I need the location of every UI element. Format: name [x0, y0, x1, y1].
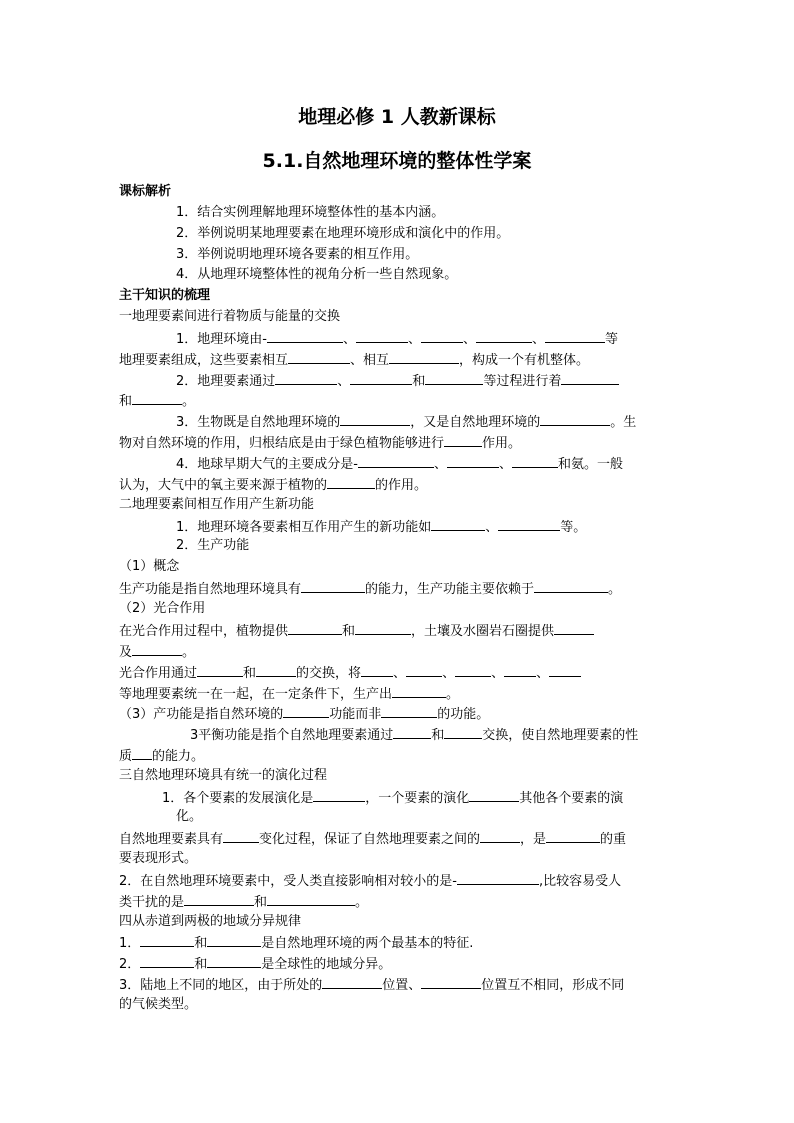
blank[interactable]	[356, 329, 408, 343]
s4-line-2: 2． 和 是全球性的地域分异。	[119, 954, 391, 974]
blank[interactable]	[540, 412, 610, 426]
kebiao-item-2: 2．举例说明某地理要素在地理环境形成和演化中的作用。	[176, 226, 510, 241]
document-subtitle: 5.1.自然地理环境的整体性学案	[262, 150, 532, 172]
blank[interactable]	[534, 579, 608, 593]
blank[interactable]	[421, 975, 481, 989]
blank[interactable]	[322, 975, 382, 989]
kebiao-item-3: 3．举例说明地理环境各要素的相互作用。	[176, 247, 419, 262]
document-title: 地理必修 1 人教新课标	[298, 106, 496, 128]
s1-line-4a: 4．地球早期大气的主要成分是- 、 、 和氨。一般	[176, 454, 623, 474]
blank[interactable]	[469, 788, 519, 802]
s2-photosynthesis-heading: （2）光合作用	[119, 601, 206, 616]
s1-line-3b: 物对自然环境的作用，归根结底是由于绿色植物能够进行 作用。	[119, 433, 521, 453]
blank[interactable]	[132, 391, 182, 405]
blank[interactable]	[561, 371, 619, 385]
s2-concept-heading: （1）概念	[119, 559, 180, 574]
section-heading-zhugan: 主干知识的梳理	[119, 288, 211, 303]
blank[interactable]	[350, 371, 412, 385]
blank[interactable]	[554, 621, 594, 635]
s4-line-1: 1． 和 是自然地理环境的两个最基本的特征.	[119, 933, 473, 953]
blank[interactable]	[393, 725, 431, 739]
s2-line-2: 2．生产功能	[176, 538, 250, 553]
s2-photo-line-b: 及 。	[119, 642, 195, 662]
blank[interactable]	[267, 892, 355, 906]
blank[interactable]	[275, 371, 337, 385]
s2-line-3a: 3平衡功能是指个自然地理要素通过 和 交换，使自然地理要素的性	[190, 725, 638, 745]
blank[interactable]	[207, 933, 261, 947]
s3-line-1b: 化。	[176, 809, 203, 824]
blank[interactable]	[358, 454, 434, 468]
blank[interactable]	[421, 329, 463, 343]
blank[interactable]	[406, 663, 442, 677]
blank[interactable]	[504, 663, 536, 677]
blank[interactable]	[288, 621, 342, 635]
blank[interactable]	[444, 433, 482, 447]
s1-line-2a: 2．地理要素通过 、 和 等过程进行着	[176, 371, 619, 391]
blank[interactable]	[132, 746, 152, 760]
blank[interactable]	[340, 412, 410, 426]
blank[interactable]	[197, 663, 243, 677]
blank[interactable]	[355, 621, 411, 635]
s2-photo-line-c: 光合作用通过 和 的交换，将 、 、 、 、	[119, 663, 581, 683]
s1-line-3a: 3．生物既是自然地理环境的 ，又是自然地理环境的 。生	[176, 412, 636, 432]
blank[interactable]	[476, 329, 532, 343]
s3-line-1a: 1．各个要素的发展演化是 ，一个要素的演化 其他各个要素的演	[162, 788, 623, 808]
section-title-3: 三自然地理环境具有统一的演化过程	[119, 768, 328, 783]
blank[interactable]	[361, 663, 393, 677]
section-title-1: 一地理要素间进行着物质与能量的交换	[119, 309, 341, 324]
blank[interactable]	[267, 329, 343, 343]
s2-photo-line-d: 等地理要素统一在一起，在一定条件下，生产出 。	[119, 684, 459, 704]
blank[interactable]	[132, 642, 182, 656]
blank[interactable]	[480, 829, 520, 843]
s1-line-1a: 1．地理环境由- 、 、 、 、 等	[176, 329, 618, 349]
blank[interactable]	[140, 933, 194, 947]
s1-line-4b: 认为，大气中的氧主要来源于植物的 的作用。	[119, 475, 427, 495]
blank[interactable]	[457, 871, 539, 885]
s1-line-2b: 和 。	[119, 391, 195, 411]
section-title-2: 二地理要素间相互作用产生新功能	[119, 497, 315, 512]
kebiao-item-1: 1．结合实例理解地理环境整体性的基本内涵。	[176, 205, 445, 220]
s2-concept-line: 生产功能是指自然地理环境具有 的能力，生产功能主要依赖于 。	[119, 579, 621, 599]
blank[interactable]	[425, 371, 483, 385]
section-title-4: 四从赤道到两极的地域分异规律	[119, 914, 302, 929]
blank[interactable]	[283, 704, 329, 718]
s2-line-3b: 质 的能力。	[119, 746, 204, 766]
blank[interactable]	[545, 329, 605, 343]
section-heading-kebiao: 课标解析	[119, 184, 172, 199]
blank[interactable]	[392, 684, 446, 698]
blank[interactable]	[256, 663, 296, 677]
blank[interactable]	[431, 517, 485, 531]
blank[interactable]	[498, 517, 560, 531]
blank[interactable]	[313, 788, 365, 802]
blank[interactable]	[301, 579, 365, 593]
blank[interactable]	[546, 829, 600, 843]
blank[interactable]	[444, 725, 482, 739]
blank[interactable]	[184, 892, 254, 906]
blank[interactable]	[389, 350, 459, 364]
blank[interactable]	[381, 704, 437, 718]
blank[interactable]	[207, 954, 261, 968]
s3-line-1c: 自然地理要素具有 变化过程，保证了自然地理要素之间的 ，是 的重	[119, 829, 626, 849]
s4-line-3b: 的气候类型。	[119, 997, 198, 1012]
kebiao-item-4: 4．从地理环境整体性的视角分析一些自然现象。	[176, 267, 458, 282]
s4-line-3a: 3．陆地上不同的地区，由于所处的 位置、 位置互不相同，形成不同	[119, 975, 624, 995]
s3-line-1d: 要表现形式。	[119, 851, 198, 866]
blank[interactable]	[455, 663, 491, 677]
blank[interactable]	[223, 829, 259, 843]
s3-line-2b: 类干扰的是 和 。	[119, 892, 368, 912]
s2-line-c3: （3）产功能是指自然环境的 功能而非 的功能。	[119, 704, 489, 724]
blank[interactable]	[327, 475, 375, 489]
blank[interactable]	[447, 454, 499, 468]
s1-line-1b: 地理要素组成，这些要素相互 、相互 ，构成一个有机整体。	[119, 350, 589, 370]
blank[interactable]	[549, 663, 581, 677]
blank[interactable]	[140, 954, 194, 968]
blank[interactable]	[288, 350, 350, 364]
s3-line-2a: 2．在自然地理环境要素中，受人类直接影响相对较小的是- ,比较容易受人	[119, 871, 621, 891]
blank[interactable]	[512, 454, 558, 468]
s2-photo-line-a: 在光合作用过程中，植物提供 和 ，土壤及水圈岩石圈提供	[119, 621, 594, 641]
s2-line-1: 1．地理环境各要素相互作用产生的新功能如 、 等。	[176, 517, 586, 537]
